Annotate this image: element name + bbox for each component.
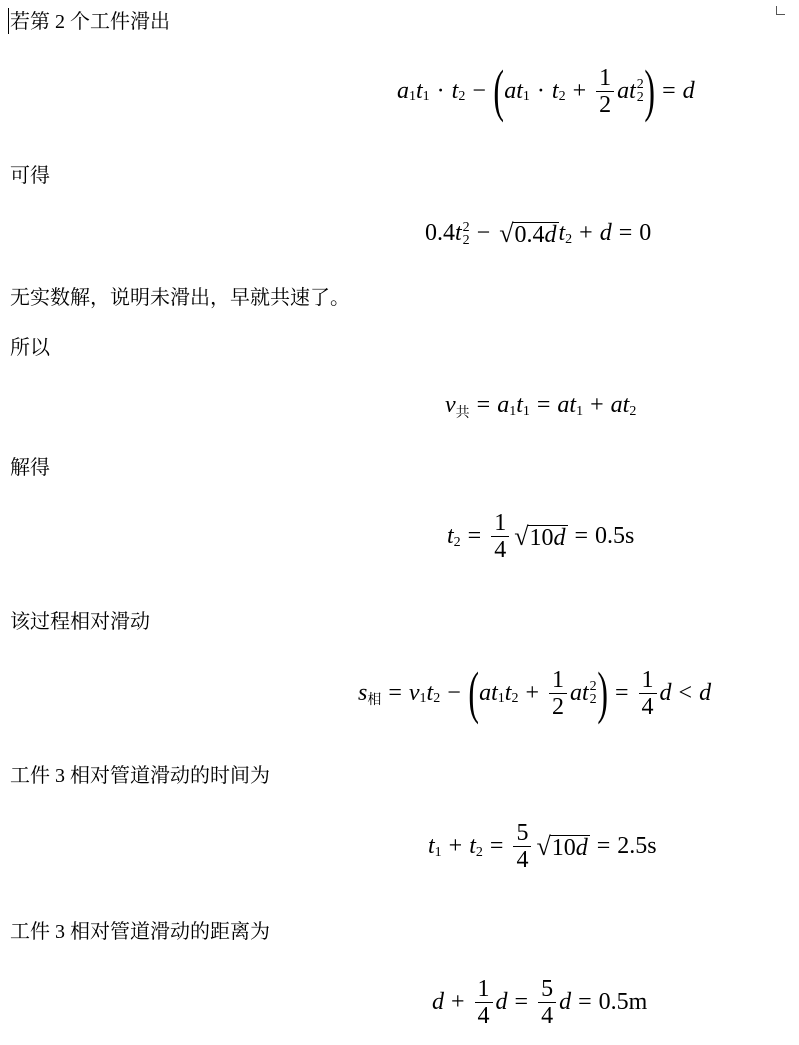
line-4: 所以 <box>10 337 50 359</box>
equation-6: t 1 + t 2 = $\frac{5}{4}$ √ 10d = 2.5s <box>428 820 657 873</box>
line-6: 该过程相对滑动 <box>10 611 150 633</box>
equation-7-rhs: 0.5m <box>598 989 648 1015</box>
equation-3: v 共 = a 1 t 1 = a t 1 + a t 2 <box>445 392 637 421</box>
equation-6-fraction <box>513 820 531 873</box>
equation-5-quarter-den: 4 <box>641 693 654 720</box>
equation-5-half-den: 2 <box>551 693 564 720</box>
equation-1-fraction <box>596 65 614 118</box>
equation-7-b-den: 4 <box>541 1003 554 1029</box>
equation-2-sqrt: √ 0.4d <box>499 218 557 248</box>
line-8: 工件 3 相对管道滑动的距离为 <box>10 921 270 943</box>
equation-5-fraction-quarter <box>639 667 657 720</box>
page-corner-mark <box>776 6 785 15</box>
equation-7: d + $\frac{1}{4}$ d = $\frac{5}{4}$ d = 0.5m <box>432 976 648 1029</box>
equation-7-a-num: 1 <box>475 976 493 1003</box>
equation-4-fraction-num: 1 <box>491 510 509 537</box>
equation-2-rhs: 0 <box>639 220 652 246</box>
equation-3-subscript: 共 <box>455 404 470 421</box>
equation-7-fraction-b <box>538 976 556 1029</box>
equation-1-fraction-num: 1 <box>596 65 614 92</box>
line-5: 解得 <box>10 457 50 479</box>
equation-1-fraction-den: 2 <box>599 91 612 118</box>
line-7: 工件 3 相对管道滑动的时间为 <box>10 765 270 787</box>
equation-4-fraction-den: 4 <box>494 537 507 563</box>
equation-2-coef: 0.4 <box>425 220 455 246</box>
equation-1: a 1 t 1 · t 2 − ( a t 1 · t 2 + $\frac{1}{2}$ a t 2 2 ) = d <box>397 58 695 123</box>
equation-6-sqrt: √ 10d <box>536 831 588 861</box>
line-2: 可得 <box>10 165 50 187</box>
equation-5-fraction-half <box>549 667 567 720</box>
equation-6-rhs: 2.5s <box>617 833 657 859</box>
equation-6-radicand: 10 <box>551 834 576 861</box>
equation-7-fraction-a <box>475 976 493 1029</box>
line-1: 若第 2 个工件滑出 <box>10 11 170 33</box>
equation-2: 0.4 t 2 2 − √ 0.4d t 2 + d = 0 <box>425 218 652 248</box>
equation-2-radicand: 0.4 <box>514 221 545 248</box>
equation-5-subscript: 相 <box>367 692 382 708</box>
equation-5-quarter-num: 1 <box>639 667 657 694</box>
equation-5-half-num: 1 <box>549 667 567 694</box>
equation-4-radicand: 10 <box>529 524 554 551</box>
equation-4-sqrt: √ 10d <box>514 521 566 551</box>
equation-7-a-den: 4 <box>477 1003 490 1029</box>
line-3: 无实数解，说明未滑出，早就共速了。 <box>10 287 350 309</box>
equation-5: s 相 = v 1 t 2 − ( a t 1 t 2 + $\frac{1}{2}$ a t 2 2 ) = $\frac{1}{4}$ d < d <box>358 660 712 725</box>
text-cursor <box>8 8 9 34</box>
equation-4-rhs: 0.5s <box>595 523 635 549</box>
equation-4-fraction <box>491 510 509 563</box>
equation-7-b-num: 5 <box>538 976 556 1003</box>
equation-6-fraction-num: 5 <box>513 820 531 847</box>
equation-4: t 2 = $\frac{1}{4}$ √ 10d = 0.5s <box>447 510 635 563</box>
equation-6-fraction-den: 4 <box>516 847 529 873</box>
